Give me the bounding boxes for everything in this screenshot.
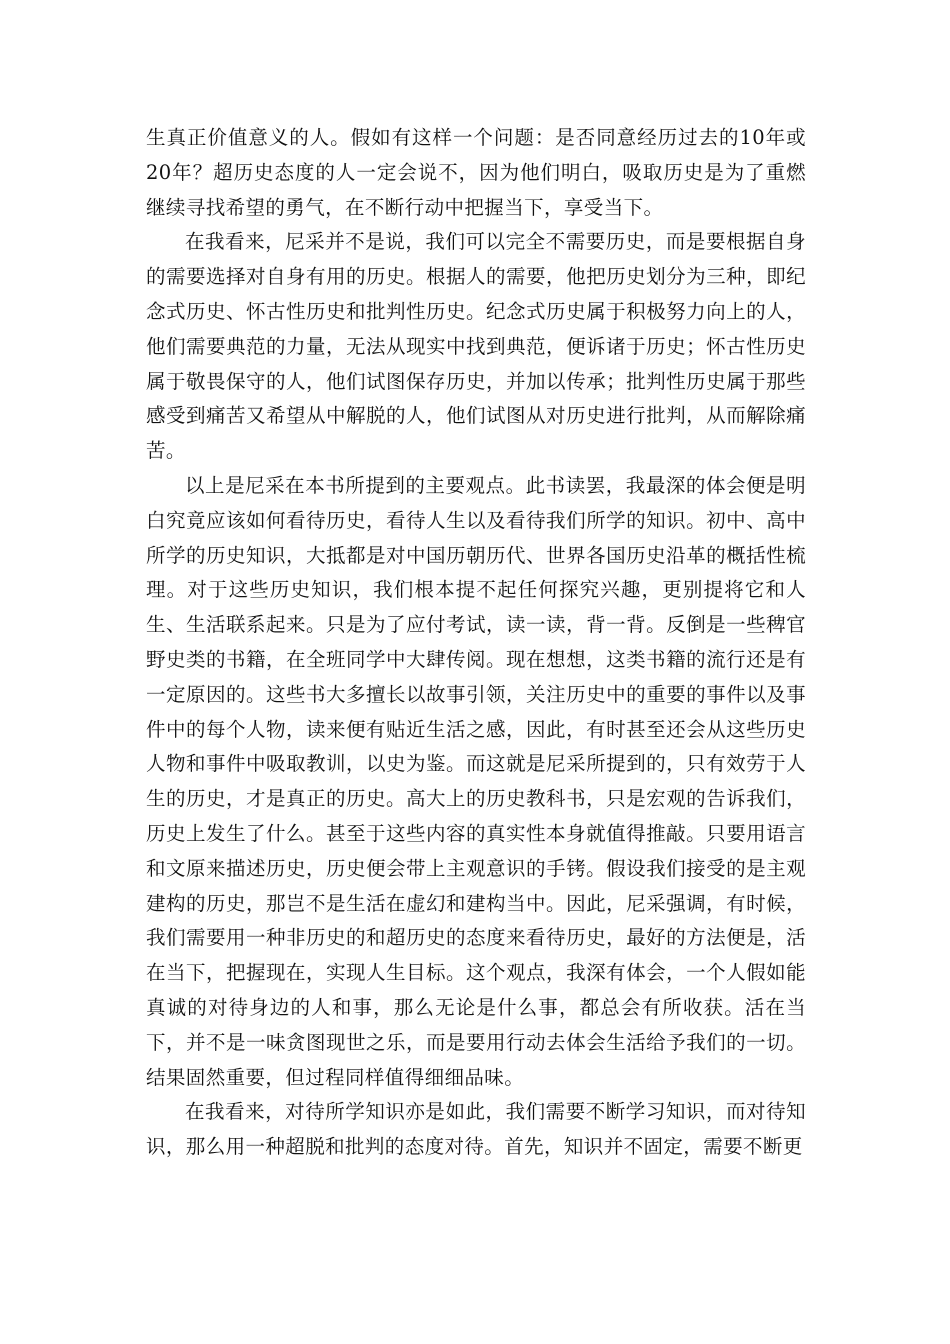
paragraph-3: 以上是尼采在本书所提到的主要观点。此书读罢，我最深的体会便是明白究竟应该如何看待历史，看待人生以及看待我们所学的知识。初中、高中所学的历史知识，大抵都是对中国历朝历代、世界各国历史沿革的概括性梳理。对于这些历史知识，我们根本提不起任何探究兴趣，更别提将它和人生、生活联系起来。只是为了应付考试，读一读，背一背。反倒是一些稗官野史类的书籍，在全班同学中大肆传阅。现在想想，这类书籍的流行还是有一定原因的。这些书大多擅长以故事引领，关注历史中的重要的事件以及事件中的每个人物，读来便有贴近生活之感，因此，有时甚至还会从这些历史人物和事件中吸取教训，以史为鉴。而这就是尼采所提到的，只有效劳于人生的历史，才是真正的历史。高大上的历史教科书，只是宏观的告诉我们，历史上发生了什么。甚至于这些内容的真实性本身就值得推敲。只要用语言和文原来描述历史，历史便会带上主观意识的手铐。假设我们接受的是主观建构的历史，那岂不是生活在虚幻和建构当中。因此，尼采强调，有时候，我们需要用一种非历史的和超历史的态度来看待历史，最好的方法便是，活在当下，把握现在，实现人生目标。这个观点，我深有体会，一个人假如能真诚的对待身边的人和事，那么无论是什么事，都总会有所收获。活在当下，并不是一味贪图现世之乐，而是要用行动去体会生活给予我们的一切。结果固然重要，但过程同样值得细细品味。 — [146, 473, 806, 1089]
paragraph-2: 在我看来，尼采并不是说，我们可以完全不需要历史，而是要根据自身的需要选择对自身有用的历史。根据人的需要，他把历史划分为三种，即纪念式历史、怀古性历史和批判性历史。纪念式历史属于积极努力向上的人，他们需要典范的力量，无法从现实中找到典范，便诉诸于历史；怀古性历史属于敬畏保守的人，他们试图保存历史，并加以传承；批判性历史属于那些感受到痛苦又希望从中解脱的人，他们试图从对历史进行批判，从而解除痛苦。 — [146, 230, 806, 463]
paragraph-1: 生真正价值意义的人。假如有这样一个问题：是否同意经历过去的10年或20年？超历史态度的人一定会说不，因为他们明白，吸取历史是为了重燃继续寻找希望的勇气，在不断行动中把握当下，享受当下。 — [146, 126, 806, 219]
document-body — [146, 121, 806, 1165]
paragraph-4: 在我看来，对待所学知识亦是如此，我们需要不断学习知识，而对待知识，那么用一种超脱和批判的态度对待。首先，知识并不固定，需要不断更 — [146, 1100, 806, 1159]
